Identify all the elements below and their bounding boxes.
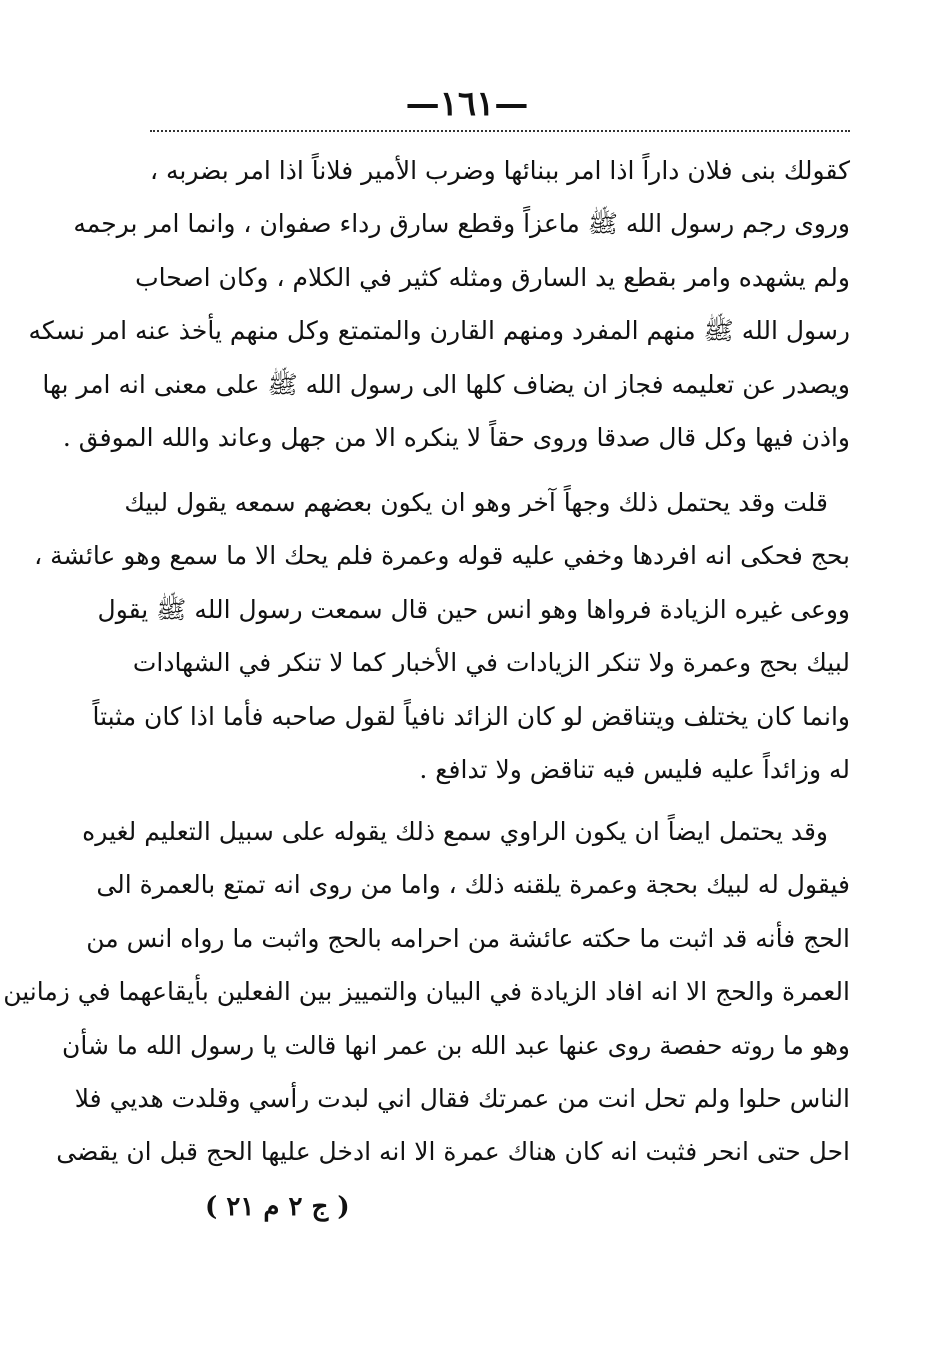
text-line: لبيك بحج وعمرة ولا تنكر الزيادات في الأخبار كما لا تنكر في الشهادات <box>132 648 850 678</box>
text-line: له وزائداً عليه فليس فيه تناقض ولا تدافع . <box>419 754 850 784</box>
text-line: احل حتى انحر فثبت انه كان هناك عمرة الا انه ادخل عليها الحج قبل ان يقضى <box>56 1137 850 1167</box>
text-line: واذن فيها وكل قال صدقا وروى حقاً لا ينكره الا من جهل وعاند والله الموفق . <box>62 422 850 452</box>
text-line: وروى رجم رسول الله ﷺ ماعزاً وقطع سارق رداء صفوان ، وانما امر برجمه <box>73 209 850 239</box>
text-line: قلت وقد يحتمل ذلك وجهاً آخر وهو ان يكون بعضهم سمعه يقول لبيك <box>124 488 828 517</box>
paragraph-1 <box>28 144 850 464</box>
text-line: ويصدر عن تعليمه فجاز ان يضاف كلها الى رسول الله ﷺ على معنى انه امر بها <box>42 369 850 399</box>
text-line: فيقول له لبيك بحجة وعمرة يلقنه ذلك ، واما من روى انه تمتع بالعمرة الى <box>96 870 850 900</box>
text-line: رسول الله ﷺ منهم المفرد ومنهم القارن والمتمتع وكل منهم يأخذ عنه امر نسكه <box>28 316 850 346</box>
text-line: وهو ما روته حفصة روى عنها عبد الله بن عمر انها قالت يا رسول الله ما شأن <box>62 1030 850 1060</box>
text-line: الناس حلوا ولم تحل انت من عمرتك فقال اني لبدت رأسي وقلدت هديي فلا <box>74 1083 850 1113</box>
text-line: وانما كان يختلف ويتناقض لو كان الزائد نافياً لقول صاحبه فأما اذا كان مثبتاً <box>92 701 850 731</box>
text-line: بحج فحكى انه افردها وخفي عليه قوله وعمرة فلم يحك الا ما سمع وهو عائشة ، <box>34 541 850 571</box>
paragraph-3 <box>3 805 850 1179</box>
page-number: —١٦١— <box>405 84 529 124</box>
printer-signature-mark: ( ج ٢ م ٢١ ) <box>205 1192 350 1222</box>
text-line: كقولك بنى فلان داراً اذا امر ببنائها وضرب الأمير فلاناً اذا امر بضربه ، <box>149 156 850 185</box>
text-line: ووعى غيره الزيادة فرواها وهو انس حين قال سمعت رسول الله ﷺ يقول <box>97 594 850 624</box>
paragraph-2 <box>34 476 850 796</box>
text-line: العمرة والحج الا انه افاد الزيادة في البيان والتمييز بين الفعلين بأيقاعهما في زمانين <box>3 977 850 1007</box>
text-line: الحج فأنه قد اثبت ما حكته عائشة من احرامه بالحج واثبت ما رواه انس من <box>86 923 850 953</box>
text-line: ولم يشهده وامر بقطع يد السارق ومثله كثير في الكلام ، وكان اصحاب <box>135 262 850 292</box>
header-divider <box>150 130 850 132</box>
text-line: وقد يحتمل ايضاً ان يكون الراوي سمع ذلك يقوله على سبيل التعليم لغيره <box>82 817 828 846</box>
